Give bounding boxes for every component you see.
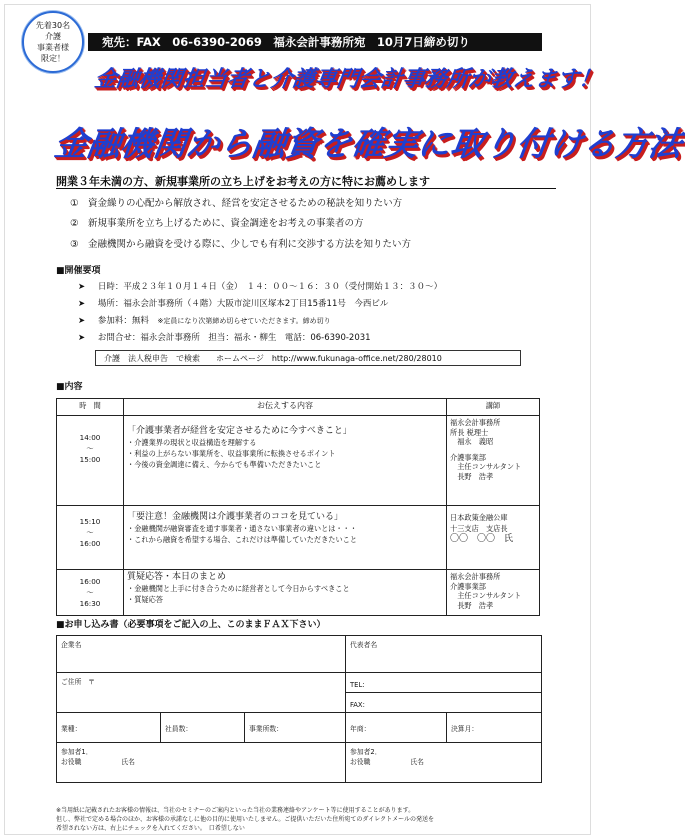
- end-time: 16:30: [79, 599, 101, 608]
- overview-fee: 参加料：無料: [97, 316, 149, 326]
- time-cell: [57, 506, 124, 570]
- target-audience: 開業３年未満の方、新規事業所の立ち上げをお考えの方に特にお薦めします: [56, 175, 430, 188]
- program-table: [56, 398, 540, 616]
- speaker-line: 福永会計事務所: [450, 572, 501, 581]
- badge-line: 介護: [45, 32, 61, 41]
- participant-label: 参加者1．: [61, 748, 93, 756]
- note-line: 希望されない方は、右上にチェックを入れてください。 口希望しない: [56, 825, 245, 832]
- sales-field[interactable]: 年商：: [346, 713, 447, 743]
- column-header: 講師: [447, 399, 540, 416]
- time-cell: [57, 416, 124, 506]
- participant-1-field[interactable]: [57, 743, 346, 783]
- speaker-cell: [447, 506, 540, 570]
- session-bullet: ・これから融資を希望する場合、これだけは準備していただきたいこと: [127, 535, 358, 544]
- purpose-item: ② 新規事業所を立ち上げるために、資金調達をお考えの事業者の方: [70, 218, 364, 229]
- limited-badge: [22, 11, 84, 73]
- fax-destination-bar: 宛先：FAX 06-6390-2069 福永会計事務所宛 10月7日締め切り: [88, 33, 542, 51]
- speaker-line: 所長 税理士: [450, 427, 489, 437]
- industry-field[interactable]: 業種：: [57, 713, 161, 743]
- purpose-item: ③ 金融機関から融資を受ける際に、少しでも有利に交渉する方法を知りたい方: [70, 239, 412, 250]
- session-bullet: ・介護業界の現状と収益構造を理解する: [127, 438, 257, 447]
- badge-line: 事業者様: [37, 43, 69, 52]
- column-header: 時 間: [57, 399, 124, 416]
- arrow-icon: [78, 299, 85, 309]
- speaker-line: 福永 義昭: [450, 437, 494, 446]
- overview-item: [78, 280, 442, 292]
- overview-venue: 場所：福永会計事務所（４階）大阪市淀川区塚本2丁目15番11号 今西ビル: [97, 299, 389, 309]
- start-time: 15:10: [79, 517, 101, 526]
- headline-1: 金融機関担当者と介護専門会計事務所が教えます！: [92, 67, 603, 92]
- note-line: ※当用紙に記載されたお客様の情報は、当社のセミナーのご案内といった当社の業務連絡やアンケート等に使用することがあります。: [56, 807, 415, 814]
- time-sep: ～: [86, 588, 94, 597]
- application-form: [56, 635, 542, 783]
- name-label: 氏名: [410, 758, 424, 766]
- start-time: 14:00: [79, 433, 101, 442]
- table-row: [57, 570, 540, 616]
- speaker-line: 日本政策金融公庫: [450, 513, 508, 522]
- session-title: 「介護事業者が経営を安定させるために今すべきこと」: [127, 426, 352, 436]
- session-bullet: ・利益の上がらない事業所を、収益事業所に転換させるポイント: [127, 449, 336, 458]
- speaker-line: 主任コンサルタント: [450, 591, 522, 600]
- speaker-line: 十三支店 支店長: [450, 524, 508, 533]
- representative-field[interactable]: 代表者名: [346, 636, 542, 673]
- session-bullet: ・金融機関と上手に付き合うために経営者として今日からすべきこと: [127, 584, 350, 593]
- speaker-line: 長野 浩孝: [450, 600, 494, 610]
- section-heading-application: ■お申し込み書（必要事項をご記入の上、このままＦＡＸ下さい）: [56, 620, 326, 630]
- arrow-icon: [78, 316, 85, 326]
- fee-note: ※定員になり次第締め切らせていただきます。締め切り: [157, 317, 331, 325]
- arrow-icon: [78, 333, 85, 343]
- badge-line: 限定！: [41, 54, 65, 63]
- table-row: [57, 506, 540, 570]
- overview-item: [78, 297, 388, 309]
- session-bullet: ・金融機関が融資審査を通す事業者・通さない事業者の違いとは・・・: [127, 524, 358, 533]
- content-cell: [124, 506, 447, 570]
- badge-line: 先着30名: [35, 21, 71, 30]
- speaker-line: 長野 浩孝: [450, 471, 494, 481]
- overview-contact: お問合せ：福永会計事務所 担当：福永・柳生 電話：06-6390-2031: [97, 333, 371, 343]
- headline-2: 金融機関から融資を確実に取り付ける方法: [51, 124, 685, 163]
- session-bullet: ・質疑応答: [127, 595, 163, 604]
- fiscal-month-field[interactable]: 決算月：: [447, 713, 542, 743]
- column-header: お伝えする内容: [124, 399, 447, 416]
- name-label: 氏名: [121, 758, 135, 766]
- session-title: 「要注意！金融機関は介護事業者のココを見ている」: [127, 512, 344, 522]
- time-cell: [57, 570, 124, 616]
- table-header-row: [57, 399, 540, 416]
- tel-field[interactable]: TEL:: [346, 673, 542, 693]
- section-heading-overview: ■開催要項: [56, 266, 101, 276]
- speaker-line: 介護事業部: [450, 581, 486, 591]
- privacy-note: [56, 806, 434, 833]
- end-time: 15:00: [79, 455, 101, 464]
- speaker-cell: [447, 416, 540, 506]
- address-field[interactable]: ご住所 〒: [57, 673, 346, 713]
- website-box[interactable]: 介護 法人税申告 で検索 ホームページ http://www.fukunaga-office.net/280/28010: [95, 350, 521, 366]
- speaker-line: 〇〇 〇〇 氏: [450, 534, 514, 544]
- company-field[interactable]: 企業名: [57, 636, 346, 673]
- note-line: 但し、弊社で定める場合のほか、お客様の承諾なしに他の目的に使用いたしません。ご提供いただいた住所宛てのダイレクトメールの発送を: [56, 816, 434, 823]
- employees-field[interactable]: 社員数：: [161, 713, 245, 743]
- table-row: [57, 416, 540, 506]
- role-label: お役職: [61, 758, 82, 766]
- overview-date: 日時：平成２３年１０月１４日（金） １４：００～１６：３０（受付開始１３：３０～）: [97, 282, 443, 292]
- section-heading-program: ■内容: [56, 382, 83, 392]
- speaker-line: 主任コンサルタント: [450, 462, 522, 471]
- overview-item: [78, 331, 371, 343]
- overview-item: [78, 314, 331, 326]
- time-sep: ～: [86, 528, 94, 537]
- content-cell: [124, 570, 447, 616]
- speaker-cell: [447, 570, 540, 616]
- participant-label: 参加者2．: [350, 748, 382, 756]
- purpose-item: ① 資金繰りの心配から解放され、経営を安定させるための秘訣を知りたい方: [70, 198, 403, 209]
- arrow-icon: [78, 282, 85, 292]
- speaker-line: 介護事業部: [450, 452, 486, 462]
- start-time: 16:00: [79, 577, 101, 586]
- content-cell: [124, 416, 447, 506]
- fax-field[interactable]: FAX:: [346, 693, 542, 713]
- divider: [56, 188, 556, 189]
- end-time: 16:00: [79, 539, 101, 548]
- offices-field[interactable]: 事業所数：: [245, 713, 346, 743]
- role-label: お役職: [350, 758, 371, 766]
- participant-2-field[interactable]: [346, 743, 542, 783]
- session-bullet: ・今後の資金調達に備え、今からでも準備いただきたいこと: [127, 460, 322, 469]
- session-title: 質疑応答・本日のまとめ: [127, 572, 227, 582]
- speaker-line: 福永会計事務所: [450, 418, 501, 427]
- time-sep: ～: [86, 444, 94, 453]
